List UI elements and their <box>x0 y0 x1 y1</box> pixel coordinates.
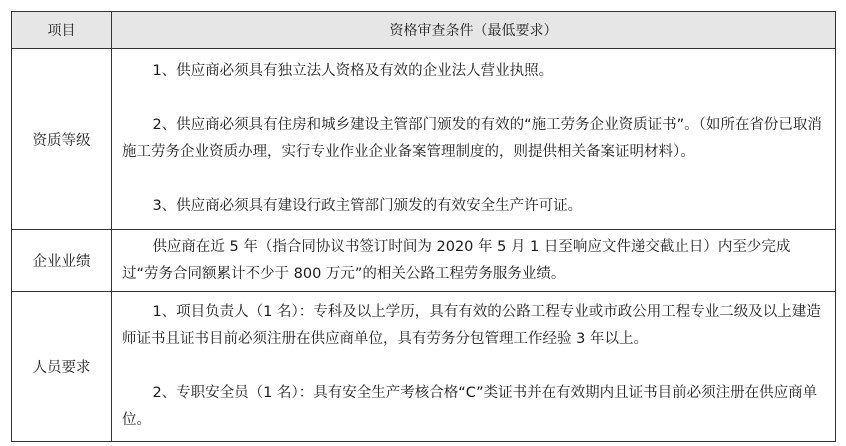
qualification-item-3: 3、供应商必须具有建设行政主管部门颁发的有效安全生产许可证。 <box>152 198 583 214</box>
table-row <box>12 230 836 292</box>
personnel-content <box>112 292 836 442</box>
table-row <box>12 49 836 230</box>
row-label-performance: 企业业绩 <box>12 230 112 292</box>
qualification-item-1: 1、供应商必须具有独立法人资格及有效的企业法人营业执照。 <box>152 63 554 79</box>
personnel-item-1: 1、项目负责人（1 名）：专科及以上学历，具有有效的公路工程专业或市政公用工程专业二级及以上建造师证书且证书目前必须注册在供应商单位，具有劳务分包管理工作经验 3 年以上。 <box>122 304 821 347</box>
row-label-personnel: 人员要求 <box>12 292 112 442</box>
qualification-item-2: 2、供应商必须具有住房和城乡建设主管部门颁发的有效的“施工劳务企业资质证书”。（如所在省份已取消施工劳务企业资质办理，实行专业作业企业备案管理制度的，则提供相关备案证明材料）。 <box>122 117 822 160</box>
header-conditions: 资格审查条件（最低要求） <box>112 12 836 49</box>
header-project: 项目 <box>12 12 112 49</box>
table-row <box>12 292 836 442</box>
qualification-table <box>11 11 836 442</box>
performance-content <box>112 230 836 292</box>
personnel-item-2: 2、专职安全员（1 名）：具有安全生产考核合格“C”类证书并在有效期内且证书目前必须注册在供应商单位。 <box>122 385 818 428</box>
table-header-row <box>12 12 836 49</box>
paragraph-gap <box>122 85 825 112</box>
row-label-qualification: 资质等级 <box>12 49 112 230</box>
paragraph-gap <box>122 353 825 380</box>
qualification-content <box>112 49 836 230</box>
performance-item-1: 供应商在近 5 年（指合同协议书签订时间为 2020 年 5 月 1 日至响应文件递交截止日）内至少完成过“劳务合同额累计不少于 800 万元”的相关公路工程劳务服务业绩。 <box>122 238 791 282</box>
paragraph-gap <box>122 166 825 193</box>
